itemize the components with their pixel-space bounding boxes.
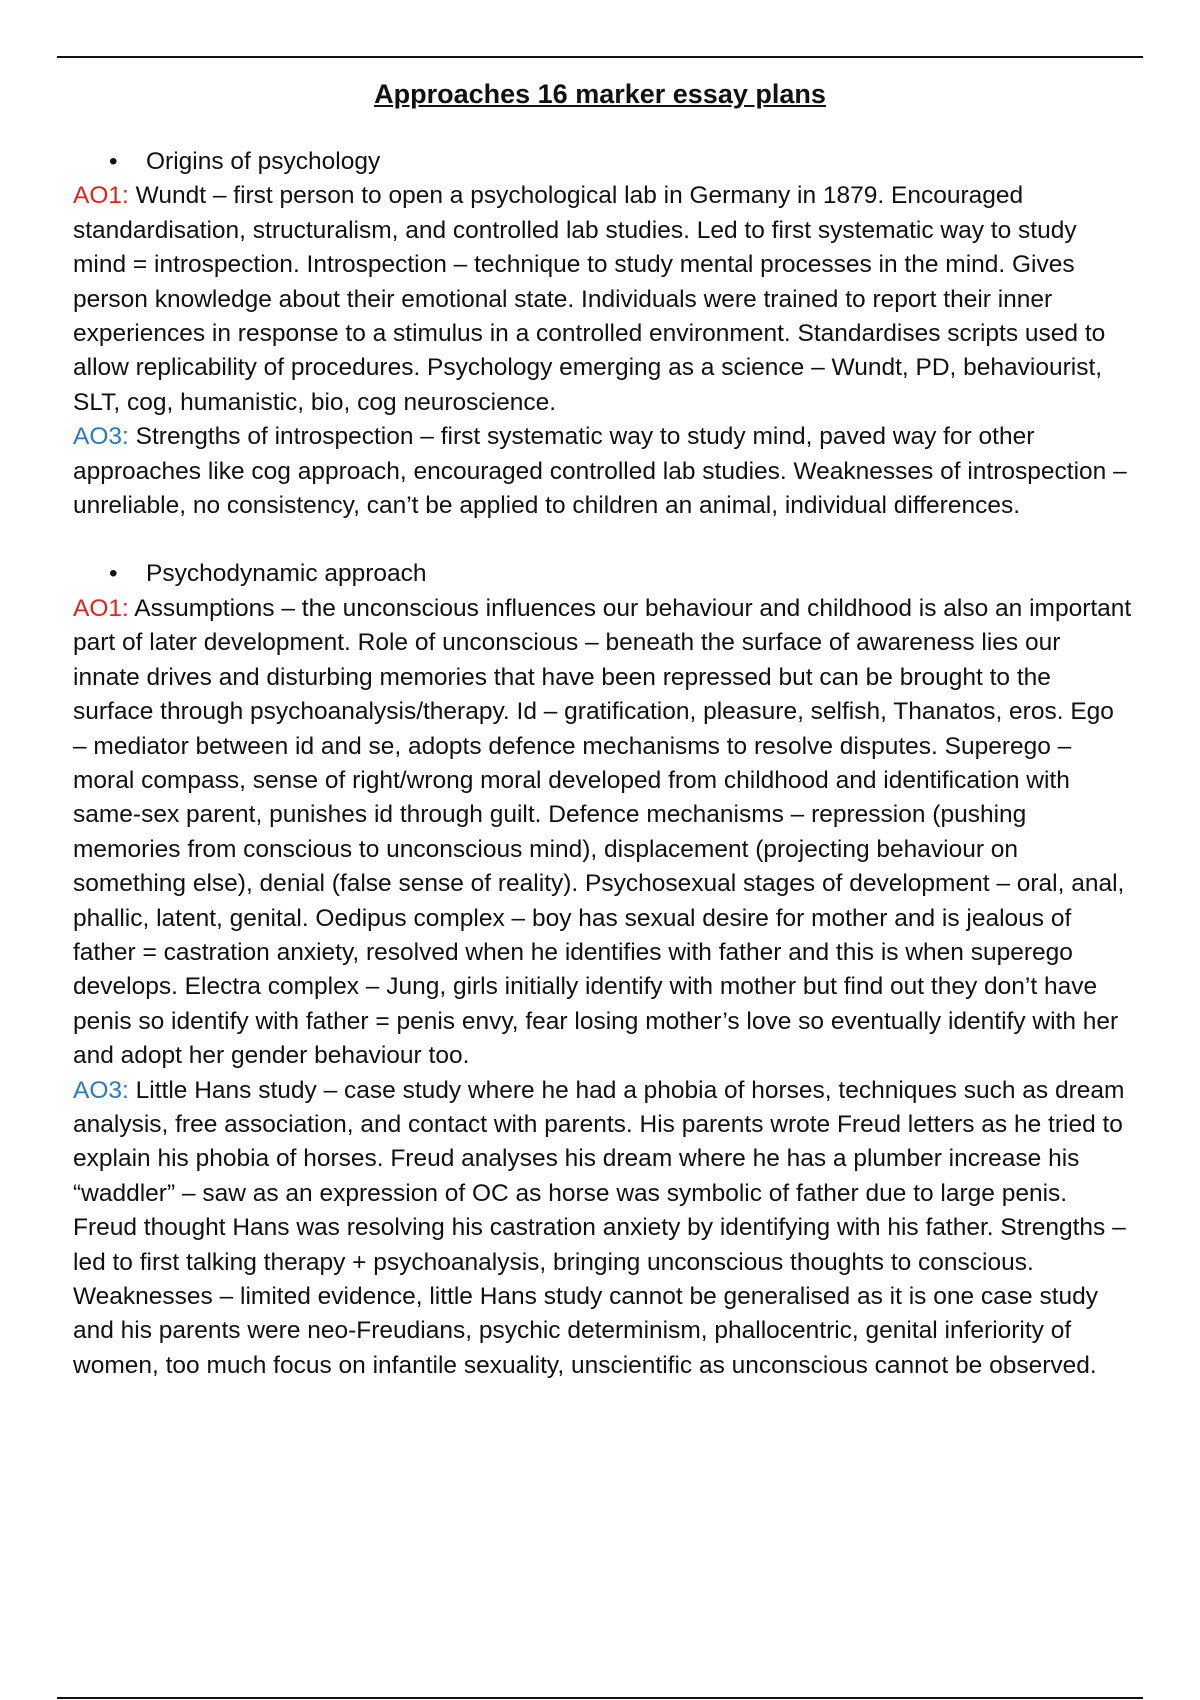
ao1-label: AO1: bbox=[73, 182, 129, 210]
bullet-icon: • bbox=[109, 560, 118, 588]
bottom-rule bbox=[57, 1697, 1143, 1699]
ao1-paragraph bbox=[73, 179, 1133, 420]
ao3-label: AO3: bbox=[73, 1076, 129, 1104]
section-psychodynamic-approach bbox=[73, 557, 1133, 1383]
ao1-text: Wundt – first person to open a psychological lab in Germany in 1879. Encouraged standardisation, structuralism, and controlled lab studies. Led to first systematic way to study mind = introspection. Introspection – technique to study mental processes in the mind. Gives person knowledge about their emotional state. Individuals were trained to report their inner experiences in response to a stimulus in a controlled environment. Standardises scripts used to allow replicability of procedures. Psychology emerging as a science – Wundt, PD, behaviourist, SLT, cog, humanistic, bio, cog neuroscience. bbox=[73, 182, 1106, 416]
ao3-paragraph bbox=[73, 1074, 1133, 1384]
ao3-label: AO3: bbox=[73, 423, 129, 451]
top-rule bbox=[57, 56, 1143, 58]
bullet-icon: • bbox=[109, 148, 118, 175]
section-heading bbox=[73, 145, 1133, 179]
section-origins-of-psychology bbox=[73, 145, 1133, 523]
ao3-paragraph bbox=[73, 420, 1133, 523]
ao1-label: AO1: bbox=[73, 594, 129, 622]
document-body bbox=[73, 145, 1133, 1383]
document-title: Approaches 16 marker essay plans bbox=[374, 79, 826, 109]
section-heading-text: Origins of psychology bbox=[146, 148, 381, 175]
ao3-text: Little Hans study – case study where he had a phobia of horses, techniques such as dream analysis, free association, and contact with parents. His parents wrote Freud letters as he tried to explain his phobia of horses. Freud analyses his dream where he has a plumber increase his “waddler” – saw as an expression of OC as horse was symbolic of father due to large penis. Freud thought Hans was resolving his castration anxiety by identifying with his father. Strengths – led to first talking therapy + psychoanalysis, bringing unconscious thoughts to conscious. Weaknesses – limited evidence, little Hans study cannot be generalised as it is one case study and his parents were neo-Freudians, psychic determinism, phallocentric, genital inferiority of women, too much focus on infantile sexuality, unscientific as unconscious cannot be observed. bbox=[73, 1076, 1126, 1379]
ao3-text: Strengths of introspection – first systematic way to study mind, paved way for other approaches like cog approach, encouraged controlled lab studies. Weaknesses of introspection – unreliable, no consistency, can’t be applied to children an animal, individual differences. bbox=[73, 423, 1127, 520]
section-heading bbox=[73, 557, 1133, 591]
ao1-paragraph bbox=[73, 592, 1133, 1074]
section-heading-text: Psychodynamic approach bbox=[146, 560, 427, 588]
ao1-text: Assumptions – the unconscious influences our behaviour and childhood is also an important part of later development. Role of unconscious – beneath the surface of awareness lies our innate drives and disturbing memories that have been repressed but can be brought to the surface through psychoanalysis/therapy. Id – gratification, pleasure, selfish, Thanatos, eros. Ego – mediator between id and se, adopts defence mechanisms to resolve disputes. Superego – moral compass, sense of right/wrong moral developed from childhood and identification with same-sex parent, punishes id through guilt. Defence mechanisms – repression (pushing memories from conscious to unconscious mind), displacement (projecting behaviour on something else), denial (false sense of reality). Psychosexual stages of development – oral, anal, phallic, latent, genital. Oedipus complex – boy has sexual desire for mother and is jealous of father = castration anxiety, resolved when he identifies with father and this is when superego develops. Electra complex – Jung, girls initially identify with mother but find out they don’t have penis so identify with father = penis envy, fear losing mother’s love so eventually identify with her and adopt her gender behaviour too. bbox=[73, 594, 1132, 1070]
